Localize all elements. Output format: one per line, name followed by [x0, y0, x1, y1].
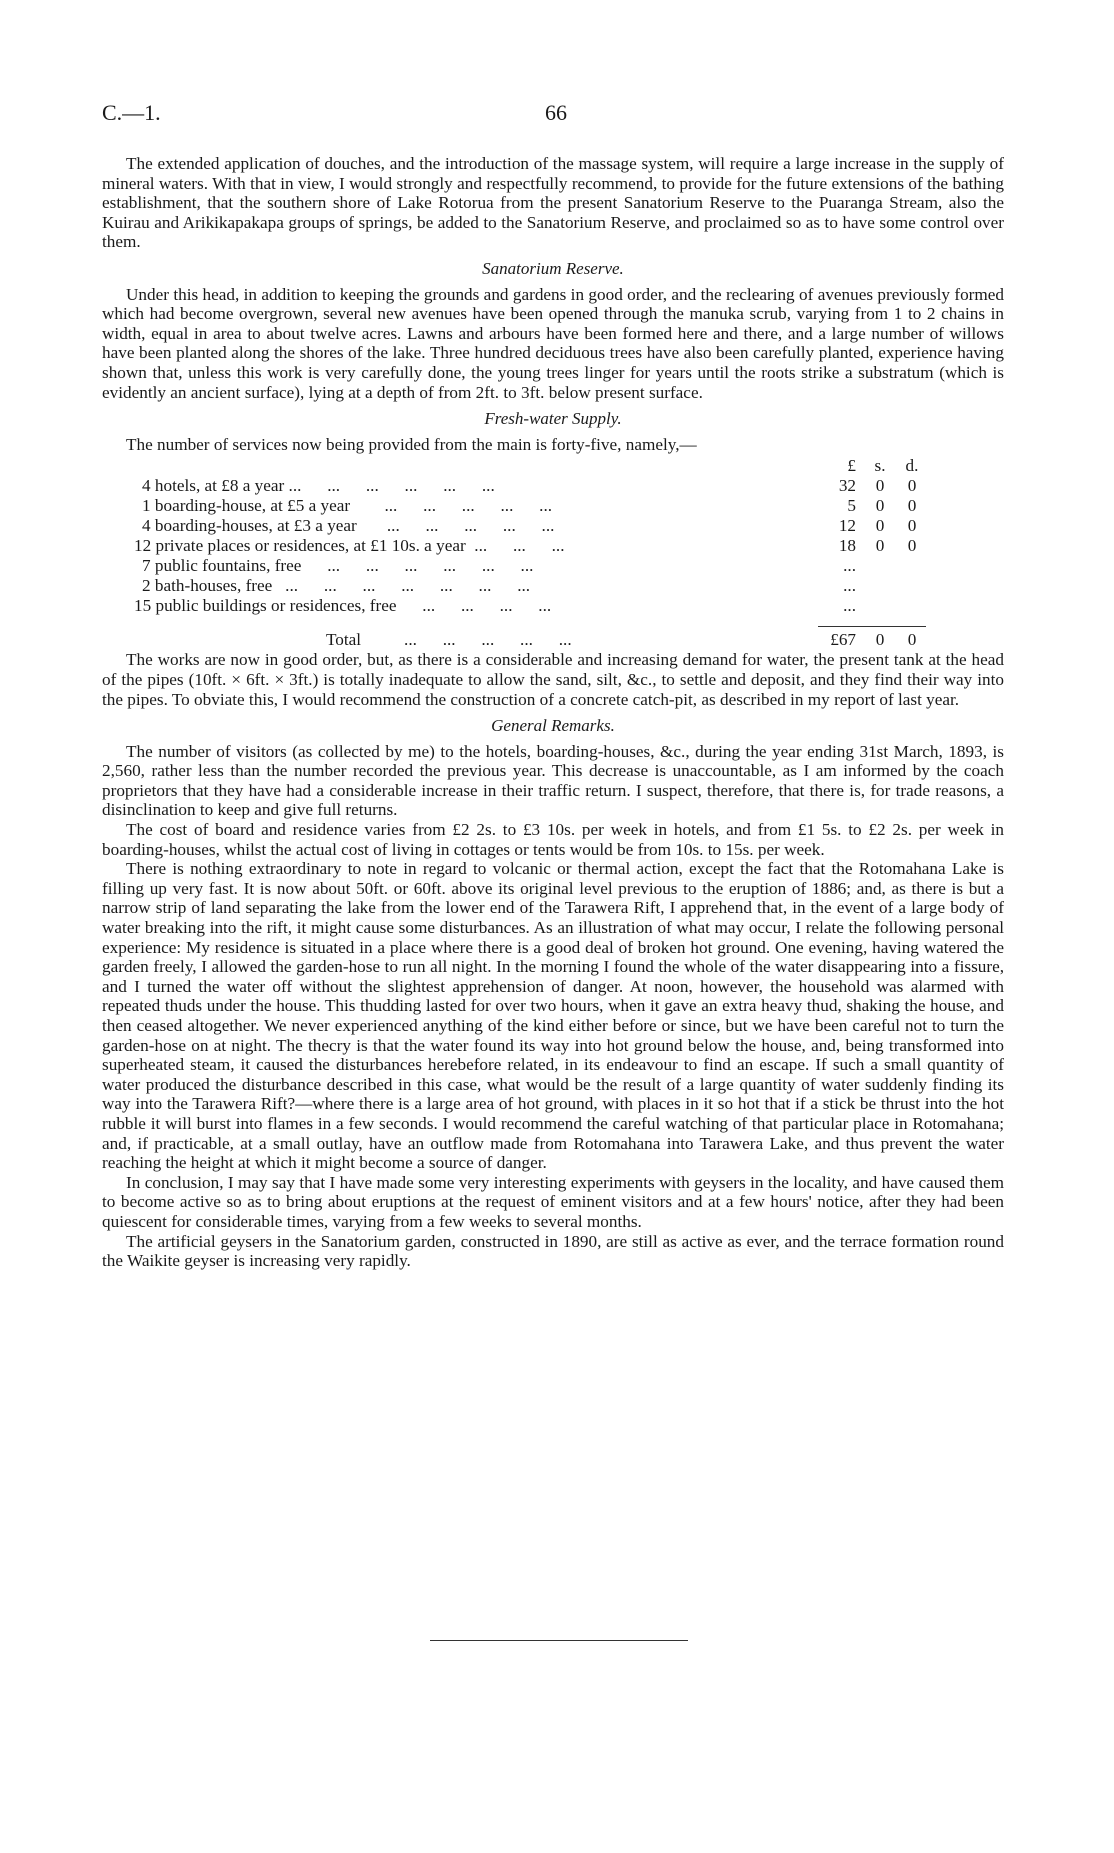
total-pounds: £67 [830, 630, 856, 650]
row-label: 7 public fountains, free ... ... ... ... ... ... [142, 556, 534, 576]
table-row [102, 476, 1004, 496]
total-label: Total ... ... ... ... ... [326, 630, 572, 650]
total-row [102, 630, 1004, 650]
table-row [102, 536, 1004, 556]
general-paragraph-geysers: In conclusion, I may say that I have made some very interesting experiments with geysers in the locality, and have caused them to become active so as to bring about eruptions at the request of eminent visitors and at a few hours' notice, after they had been quiescent for considerable times, varying from a few weeks to several months. [102, 1172, 1004, 1231]
total-shillings: 0 [875, 630, 885, 650]
row-label: 1 boarding-house, at £5 a year ... ... ... ... ... [142, 496, 553, 516]
fresh-water-intro: The number of services now being provided from the main is forty-five, namely,— [126, 434, 697, 454]
row-pence: 0 [907, 536, 917, 556]
row-pounds: 32 [838, 476, 856, 496]
table-row [102, 516, 1004, 536]
row-pounds: ... [843, 596, 856, 616]
document-body [102, 154, 1004, 1271]
section-heading-fresh-water: Fresh-water Supply. [484, 409, 622, 429]
fees-table-header [102, 456, 1004, 476]
row-pence: 0 [907, 476, 917, 496]
total-rule [818, 626, 926, 627]
row-pounds: ... [843, 576, 856, 596]
row-shillings: 0 [875, 516, 885, 536]
row-label: 4 hotels, at £8 a year ... ... ... ... ... ... [142, 476, 495, 496]
page-header [0, 100, 1114, 130]
total-pence: 0 [907, 630, 917, 650]
table-row [102, 496, 1004, 516]
row-label: 2 bath-houses, free ... ... ... ... ... ... ... [142, 576, 531, 596]
row-pence: 0 [907, 516, 917, 536]
row-pounds: 5 [847, 496, 856, 516]
section-heading-general: General Remarks. [491, 716, 615, 736]
general-paragraph-artificial: The artificial geysers in the Sanatorium garden, constructed in 1890, are still as active as ever, and the terrace formation round the Waikite geyser is increasing very rapidly. [102, 1231, 1004, 1271]
row-pounds: 12 [838, 516, 856, 536]
row-shillings: 0 [875, 536, 885, 556]
general-paragraph-visitors: The number of visitors (as collected by me) to the hotels, boarding-houses, &c., during the year ending 31st March, 1893, is 2,560, rather less than the number recorded the previous year. This decrease is unaccountable, as I am informed by the coach proprietors that they have had a considerable increase in their traffic return. I suspect, therefore, that there is, for trade reasons, a disinclination to keep and give full returns. [102, 741, 1004, 820]
intro-paragraph: The extended application of douches, and the introduction of the massage system, will require a large increase in the supply of mineral waters. With that in view, I would strongly and respectfully recommend, to provide for the future extensions of the bathing establishment, that the southern shore of Lake Rotorua from the present Sanatorium Reserve to the Puaranga Stream, also the Kuirau and Arikikapakapa groups of springs, be added to the Sanatorium Reserve, and proclaimed so as to have some control over them. [102, 154, 1004, 252]
column-shillings: s. [874, 456, 886, 476]
section-heading-sanatorium: Sanatorium Reserve. [482, 258, 624, 278]
row-label: 12 private places or residences, at £1 10s. a year ... ... ... [134, 536, 565, 556]
table-row [102, 556, 1004, 576]
row-label: 4 boarding-houses, at £3 a year ... ... ... ... ... [142, 516, 555, 536]
row-shillings: 0 [875, 496, 885, 516]
row-pounds: 18 [838, 536, 856, 556]
sanatorium-paragraph: Under this head, in addition to keeping the grounds and gardens in good order, and the reclearing of avenues previously formed which had become overgrown, several new avenues have been opened through the manuka scrub, varying from 1 to 2 chains in width, equal in area to about twelve acres. Lawns and arbours have been formed here and there, and a large number of willows have been planted along the shores of the lake. Three hundred deciduous trees have also been carefully planted, experience having shown that, unless this work is very carefully done, the young trees linger for years until the roots strike a substratum (which is evidently an ancient surface), lying at a depth of from 2ft. to 3ft. below present surface. [102, 284, 1004, 402]
table-row [102, 596, 1004, 616]
column-pounds: £ [847, 456, 856, 476]
row-label: 15 public buildings or residences, free ... ... ... ... [134, 596, 552, 616]
column-pence: d. [905, 456, 919, 476]
general-paragraph-thermal: There is nothing extraordinary to note in regard to volcanic or thermal action, except the fact that the Rotomahana Lake is filling up very fast. It is now about 50ft. or 60ft. above its original level previous to the eruption of 1886; and, as there is but a narrow strip of land separating the lake from the lower end of the Tarawera Rift, I apprehend that, in the event of a large body of water breaking into the rift, it might cause some disturbances. As an illustration of what may occur, I relate the following personal experience: My residence is situated in a place where there is a good deal of broken hot ground. One evening, having watered the garden freely, I allowed the garden-hose to run all night. In the morning I found the whole of the water disappearing into a fissure, and I turned the water off without the slightest apprehension of danger. At noon, however, the household was alarmed with repeated thuds under the house. This thudding lasted for over two hours, when it gave an extra heavy thud, shaking the house, and then ceased altogether. We never experienced anything of the kind either before or since, but we have been careful not to turn the garden-hose on at night. The thecry is that the water found its way into hot ground below the house, and, being transformed into superheated steam, it caused the disturbances herebefore related, in its endeavour to find an escape. If such a small quantity of water produced the disturbance described in this case, what would be the result of a large quantity of water suddenly finding its way into the Tarawera Rift?—where there is a large area of hot ground, with places in it so hot that if a stick be thrust into the hot rubble it will burst into flames in a few seconds. I would recommend the careful watching of that particular place in Rotomahana; and, if practicable, at a small outlay, have an outflow made from Rotomahana into Tarawera Lake, and thus prevent the water reaching the height at which it might become a source of danger. [102, 859, 1004, 1173]
end-rule [430, 1640, 688, 1641]
document-reference: C.—1. [102, 100, 161, 125]
page-number: 66 [545, 100, 567, 125]
fees-table [102, 456, 1004, 650]
fresh-water-remarks: The works are now in good order, but, as there is a considerable and increasing demand for water, the present tank at the head of the pipes (10ft. × 6ft. × 3ft.) is totally inadequate to allow the sand, silt, &c., to settle and deposit, and they find their way into the pipes. To obviate this, I would recommend the construction of a concrete catch-pit, as described in my report of last year. [102, 650, 1004, 709]
table-row [102, 576, 1004, 596]
general-paragraph-cost: The cost of board and residence varies from £2 2s. to £3 10s. per week in hotels, and from £1 5s. to £2 2s. per week in boarding-houses, whilst the actual cost of living in cottages or tents would be from 10s. to 15s. per week. [102, 820, 1004, 859]
row-pounds: ... [843, 556, 856, 576]
row-pence: 0 [907, 496, 917, 516]
row-shillings: 0 [875, 476, 885, 496]
